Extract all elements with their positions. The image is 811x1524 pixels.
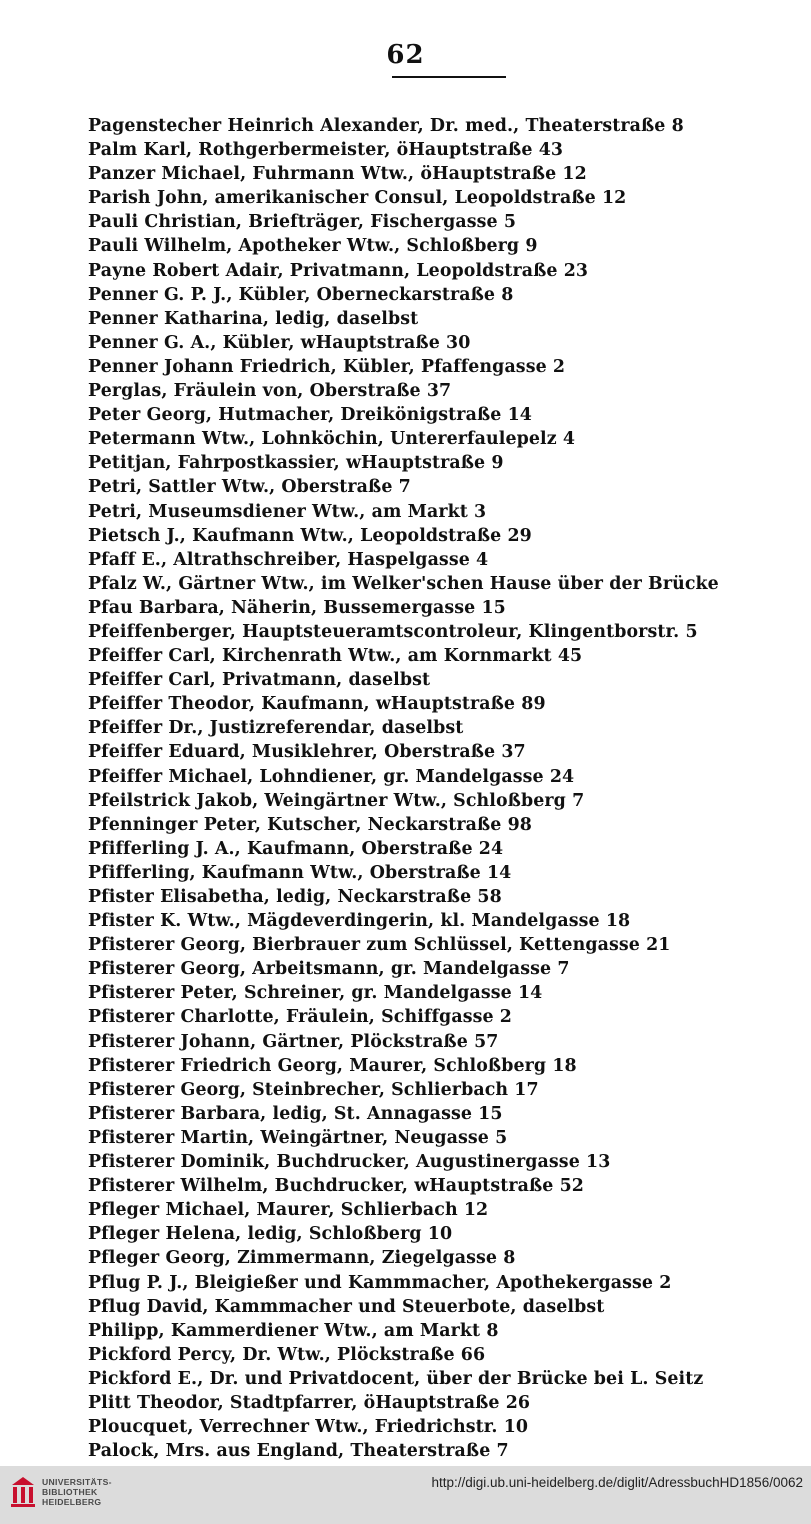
directory-entry: Parish John, amerikanischer Consul, Leopoldstraße 12 [88,188,627,209]
library-logo[interactable] [10,1475,112,1509]
address-entries-list [88,114,778,1463]
header-rule [392,76,506,78]
directory-entry: Plitt Theodor, Stadtpfarrer, öHauptstraße 26 [88,1392,531,1413]
logo-line-1: UNIVERSITÄTS- [42,1477,112,1487]
directory-entry: Pfeiffenberger, Hauptsteueramtscontroleur, Klingentborstr. 5 [88,621,698,642]
directory-entry: Pfisterer Peter, Schreiner, gr. Mandelgasse 14 [88,983,543,1004]
directory-entry: Pfalz W., Gärtner Wtw., im Welker'schen Hause über der Brücke [88,573,719,594]
directory-entry: Pfister K. Wtw., Mägdeverdingerin, kl. Mandelgasse 18 [88,911,631,932]
directory-entry: Pfisterer Wilhelm, Buchdrucker, wHauptstraße 52 [88,1176,585,1197]
directory-entry: Pfeiffer Eduard, Musiklehrer, Oberstraße 37 [88,742,526,763]
directory-entry: Penner G. P. J., Kübler, Oberneckarstraße 8 [88,284,514,305]
directory-entry: Petri, Museumsdiener Wtw., am Markt 3 [88,501,487,522]
directory-entry: Pfleger Georg, Zimmermann, Ziegelgasse 8 [88,1248,516,1269]
logo-line-3: HEIDELBERG [42,1497,102,1507]
directory-entry: Penner Katharina, ledig, daselbst [88,308,419,329]
directory-entry: Perglas, Fräulein von, Oberstraße 37 [88,381,452,402]
directory-entry: Pfaff E., Altrathschreiber, Haspelgasse 4 [88,549,489,570]
directory-entry: Pflug P. J., Bleigießer und Kammmacher, Apothekergasse 2 [88,1272,672,1293]
directory-entry: Pfeiffer Dr., Justizreferendar, daselbst [88,718,464,739]
directory-entry: Pietsch J., Kaufmann Wtw., Leopoldstraße 29 [88,525,532,546]
directory-entry: Pfisterer Dominik, Buchdrucker, Augustinergasse 13 [88,1152,611,1173]
directory-entry: Penner Johann Friedrich, Kübler, Pfaffengasse 2 [88,356,566,377]
directory-entry: Pfleger Michael, Maurer, Schlierbach 12 [88,1200,489,1221]
directory-entry: Pickford Percy, Dr. Wtw., Plöckstraße 66 [88,1344,486,1365]
directory-entry: Pfisterer Martin, Weingärtner, Neugasse 5 [88,1127,508,1148]
directory-entry: Pfisterer Johann, Gärtner, Plöckstraße 57 [88,1031,499,1052]
directory-entry: Pfister Elisabetha, ledig, Neckarstraße 58 [88,887,502,907]
directory-entry: Petermann Wtw., Lohnköchin, Untererfaulepelz 4 [88,429,576,450]
directory-entry: Pfeilstrick Jakob, Weingärtner Wtw., Schloßberg 7 [88,790,585,811]
directory-entry: Pfifferling, Kaufmann Wtw., Oberstraße 14 [88,862,512,883]
directory-entry: Pfifferling J. A., Kaufmann, Oberstraße 24 [88,838,504,859]
directory-entry: Pfeiffer Carl, Kirchenrath Wtw., am Kornmarkt 45 [88,646,583,667]
university-library-logo-icon [10,1475,36,1509]
source-url-link[interactable]: http://digi.ub.uni-heidelberg.de/diglit/AdressbuchHD1856/0062 [431,1475,803,1490]
directory-entry: Petitjan, Fahrpostkassier, wHauptstraße 9 [88,453,504,474]
directory-entry: Pfenninger Peter, Kutscher, Neckarstraße 98 [88,814,532,835]
directory-entry: Pfisterer Charlotte, Fräulein, Schiffgasse 2 [88,1007,512,1028]
directory-entry: Pfau Barbara, Näherin, Bussemergasse 15 [88,597,506,618]
directory-entry: Pagenstecher Heinrich Alexander, Dr. med., Theaterstraße 8 [88,116,684,136]
directory-entry: Pfisterer Friedrich Georg, Maurer, Schloßberg 18 [88,1055,577,1076]
directory-entry: Pfisterer Georg, Bierbrauer zum Schlüssel, Kettengasse 21 [88,935,671,956]
directory-entry: Pfeiffer Theodor, Kaufmann, wHauptstraße 89 [88,694,546,715]
directory-entry: Pfleger Helena, ledig, Schloßberg 10 [88,1224,453,1245]
footer-bar [0,1466,811,1524]
directory-entry: Palock, Mrs. aus England, Theaterstraße 7 [88,1441,509,1462]
directory-entry: Petri, Sattler Wtw., Oberstraße 7 [88,477,411,498]
directory-entry: Penner G. A., Kübler, wHauptstraße 30 [88,332,471,353]
directory-entry: Pfisterer Georg, Steinbrecher, Schlierbach 17 [88,1079,539,1100]
directory-entry: Palm Karl, Rothgerbermeister, öHauptstraße 43 [88,140,564,161]
directory-entry: Pfisterer Barbara, ledig, St. Annagasse 15 [88,1103,503,1124]
directory-entry: Pfeiffer Michael, Lohndiener, gr. Mandelgasse 24 [88,766,575,787]
directory-entry: Philipp, Kammerdiener Wtw., am Markt 8 [88,1320,499,1341]
directory-entry: Pflug David, Kammmacher und Steuerbote, daselbst [88,1296,605,1317]
directory-entry: Panzer Michael, Fuhrmann Wtw., öHauptstraße 12 [88,164,587,185]
directory-entry: Pickford E., Dr. und Privatdocent, über der Brücke bei L. Seitz [88,1368,704,1389]
page-number: 62 [386,40,425,70]
directory-entry: Pfeiffer Carl, Privatmann, daselbst [88,670,431,691]
directory-entry: Ploucquet, Verrechner Wtw., Friedrichstr. 10 [88,1417,529,1438]
logo-line-2: BIBLIOTHEK [42,1487,98,1497]
directory-entry: Pauli Wilhelm, Apotheker Wtw., Schloßberg 9 [88,236,538,257]
directory-entry: Pauli Christian, Briefträger, Fischergasse 5 [88,212,517,233]
directory-entry: Pfisterer Georg, Arbeitsmann, gr. Mandelgasse 7 [88,959,570,980]
directory-entry: Peter Georg, Hutmacher, Dreikönigstraße 14 [88,405,532,426]
directory-entry: Payne Robert Adair, Privatmann, Leopoldstraße 23 [88,260,589,281]
library-logo-text [42,1477,112,1507]
